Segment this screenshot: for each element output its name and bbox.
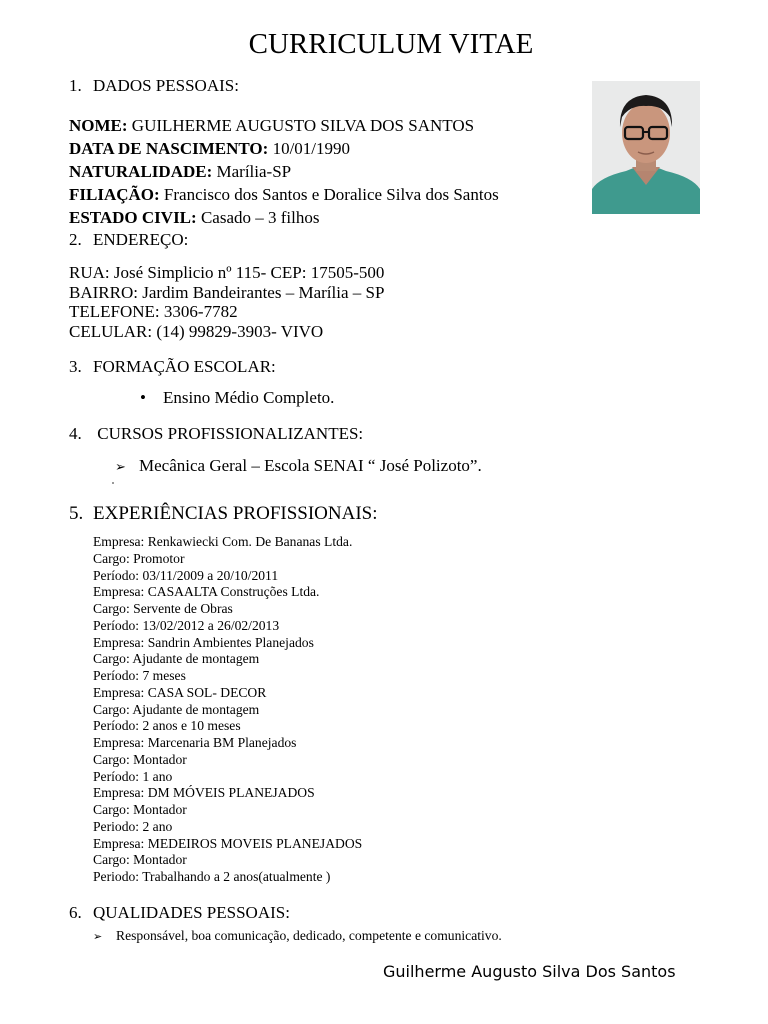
portrait-illustration: [592, 81, 700, 214]
parents-line: [69, 183, 499, 206]
experience-line: Cargo: Servente de Obras: [93, 601, 233, 616]
origin-value: Marília-SP: [212, 162, 292, 181]
section-number: 4.: [69, 424, 82, 443]
footer-signature-name: Guilherme Augusto Silva Dos Santos: [383, 962, 676, 981]
experience-line: Cargo: Montador: [93, 751, 187, 767]
experience-line: Período: 7 meses: [93, 668, 186, 683]
mobile-line: CELULAR: (14) 99829-3903- VIVO: [69, 321, 324, 341]
phone-line: TELEFONE: 3306-7782: [69, 302, 238, 321]
name-line: [69, 114, 499, 137]
stray-mark: [112, 482, 114, 484]
parents-label: FILIAÇÃO:: [69, 185, 160, 204]
street-line: RUA: José Simplicio nº 115- CEP: 17505-500: [69, 263, 385, 282]
qualities-text: Responsável, boa comunicação, dedicado, competente e comunicativo.: [116, 928, 502, 943]
parents-value: Francisco dos Santos e Doralice Silva dos Santos: [159, 185, 499, 204]
course-text: Mecânica Geral – Escola SENAI “ José Polizoto”.: [139, 456, 482, 475]
section-number: 2.: [69, 230, 82, 249]
section-number: 1.: [69, 76, 82, 95]
experience-line: Cargo: Montador: [93, 852, 187, 868]
experience-line: Periodo: Trabalhando a 2 anos(atualmente ): [93, 869, 331, 884]
experience-line: Empresa: DM MÓVEIS PLANEJADOS: [93, 785, 315, 801]
address-block: [69, 263, 384, 341]
name-value: GUILHERME AUGUSTO SILVA DOS SANTOS: [127, 116, 475, 135]
experience-line: Cargo: Ajudante de montagem: [93, 651, 260, 667]
experience-line: Cargo: Promotor: [93, 550, 185, 566]
arrow-bullet-icon: ➢: [115, 460, 126, 475]
bullet-icon: •: [140, 388, 146, 407]
district-line: BAIRRO: Jardim Bandeirantes – Marília – SP: [69, 282, 385, 302]
birth-label: DATA DE NASCIMENTO:: [69, 139, 269, 158]
experience-line: Empresa: Sandrin Ambientes Planejados: [93, 634, 314, 650]
section-number: 5.: [69, 503, 84, 524]
arrow-bullet-icon: ➢: [93, 930, 103, 943]
experience-line: Empresa: Renkawiecki Com. De Bananas Ltda.: [93, 534, 353, 549]
section-title: ENDEREÇO:: [93, 230, 189, 249]
education-text: Ensino Médio Completo.: [163, 388, 335, 407]
section-experiencias: [69, 503, 378, 525]
section-number: 3.: [69, 357, 82, 376]
experience-line: Cargo: Montador: [93, 802, 187, 817]
civil-label: ESTADO CIVIL:: [69, 208, 197, 227]
section-number: 6.: [69, 903, 82, 922]
experience-line: Empresa: Marcenaria BM Planejados: [93, 735, 297, 750]
section-dados-pessoais: [69, 76, 239, 96]
origin-line: [69, 160, 499, 183]
course-item: [115, 456, 482, 476]
civil-line: [69, 206, 499, 229]
document-title: CURRICULUM VITAE: [248, 28, 534, 60]
experience-line: Período: 2 anos e 10 meses: [93, 718, 241, 734]
section-cursos: [69, 424, 363, 444]
profile-photo: [592, 81, 700, 214]
section-title: DADOS PESSOAIS:: [93, 76, 239, 95]
education-item: [140, 388, 334, 408]
experience-line: Empresa: CASAALTA Construções Ltda.: [93, 584, 320, 600]
experience-line: Cargo: Ajudante de montagem: [93, 701, 260, 717]
section-title: FORMAÇÃO ESCOLAR:: [93, 357, 276, 376]
personal-data: [69, 114, 499, 229]
section-title: QUALIDADES PESSOAIS:: [93, 903, 290, 922]
experience-line: Empresa: MEDEIROS MOVEIS PLANEJADOS: [93, 835, 363, 851]
birth-value: 10/01/1990: [268, 139, 351, 158]
section-endereco: [69, 230, 188, 250]
section-title: EXPERIÊNCIAS PROFISSIONAIS:: [93, 503, 378, 524]
experience-line: Período: 03/11/2009 a 20/10/2011: [93, 567, 279, 583]
section-title: CURSOS PROFISSIONALIZANTES:: [93, 424, 364, 443]
origin-label: NATURALIDADE:: [69, 162, 213, 181]
civil-value: Casado – 3 filhos: [196, 208, 320, 227]
experience-line: Período: 1 ano: [93, 768, 173, 784]
name-label: NOME:: [69, 116, 128, 135]
section-qualidades: [69, 903, 290, 923]
section-formacao: [69, 357, 276, 377]
qualities-item: [93, 928, 502, 944]
experience-line: Período: 13/02/2012 a 26/02/2013: [93, 617, 280, 633]
experience-line: Periodo: 2 ano: [93, 818, 173, 834]
experience-list: [93, 534, 362, 886]
birth-line: [69, 137, 499, 160]
experience-line: Empresa: CASA SOL- DECOR: [93, 684, 267, 700]
